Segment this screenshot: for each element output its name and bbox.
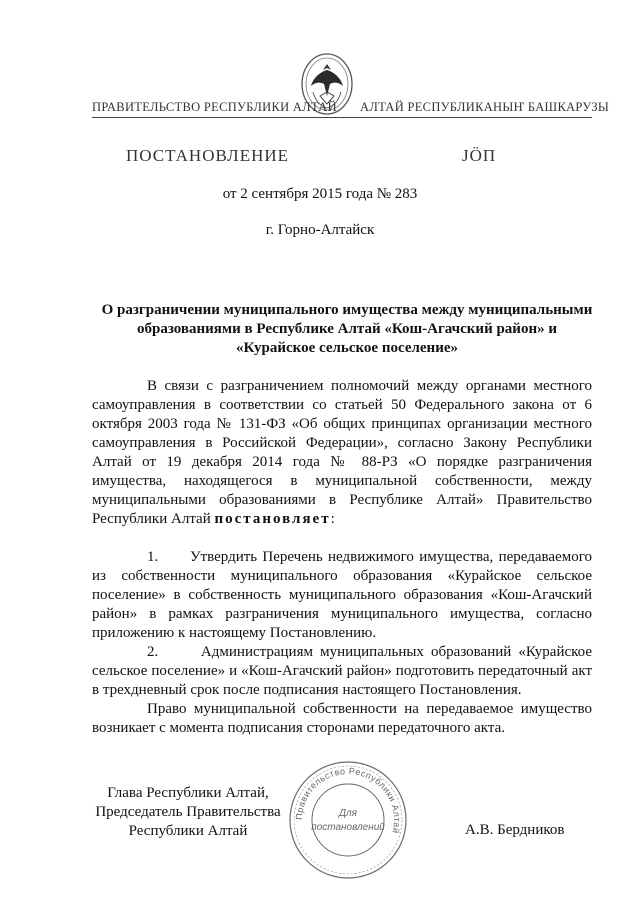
position-line-1: Глава Республики Алтай,	[107, 785, 269, 801]
document-type-russian: ПОСТАНОВЛЕНИЕ	[126, 146, 290, 165]
document-type-altai: ЈӦП	[462, 146, 497, 165]
document-date-number: от 2 сентября 2015 года № 283	[222, 186, 418, 202]
decree-word: постановляет	[214, 511, 331, 527]
position-line-2: Председатель Правительства	[95, 804, 281, 820]
paragraph-spacer	[92, 529, 592, 548]
stamp-inner-line-1: Для	[338, 808, 358, 819]
title-line-3: «Курайское сельское поселение»	[235, 340, 458, 356]
intro-text: В связи с разграничением полномочий между органами местного самоуправления в соответствии со статьей 50 Федерального закона от 6 октября 2003 года № 131-ФЗ «Об общих принципах организации местного самоуправления в Российской Федерации», согласно Закону Республики Алтай от 19 декабря 2014 года № 88-РЗ «О порядке разграничения имущества, находящегося в муниципальной собственности, между муниципальными образованиями в Республике Алтай» Правительство Республики Алтай	[92, 378, 592, 527]
signatory-position	[88, 784, 288, 841]
position-line-3: Республики Алтай	[128, 823, 248, 839]
document-title	[92, 301, 602, 358]
closing-paragraph: Право муниципальной собственности на передаваемое имущество возникает с момента подписания сторонами передаточного акта.	[92, 701, 592, 736]
organization-name-russian: ПРАВИТЕЛЬСТВО РЕСПУБЛИКИ АЛТАЙ	[92, 100, 337, 114]
item-1-paragraph: 1. Утвердить Перечень недвижимого имущества, передаваемого из собственности муниципального образования «Курайское сельское поселение» в собственность муниципального образования «Кош-Агачский район» в рамках разграничения муниципального имущества, согласно приложению к настоящему Постановлению.	[92, 549, 592, 641]
item-2-paragraph: 2. Администрациям муниципальных образований «Курайское сельское поселение» и «Кош-Агачский район» подготовить передаточный акт в трехдневный срок после подписания настоящего Постановления.	[92, 644, 592, 698]
stamp-ring-text: Правительство Республики Алтай	[293, 765, 403, 835]
document-city: г. Горно-Алтайск	[265, 222, 375, 238]
intro-paragraph	[92, 377, 592, 529]
stamp-inner-line-2: постановлений	[311, 822, 385, 833]
decree-colon: :	[330, 511, 335, 527]
title-line-1: О разграничении муниципального имущества между муниципальными	[101, 302, 593, 318]
signatory-name: А.В. Бердников	[465, 822, 565, 838]
header-divider	[92, 117, 592, 118]
document-body	[92, 377, 592, 738]
organization-name-altai: АЛТАЙ РЕСПУБЛИКАНЫҤ БАШКАРУЗЫ	[360, 100, 610, 114]
official-stamp-icon	[286, 758, 410, 882]
title-line-2: образованиями в Республике Алтай «Кош-Агачский район» и	[137, 321, 557, 337]
